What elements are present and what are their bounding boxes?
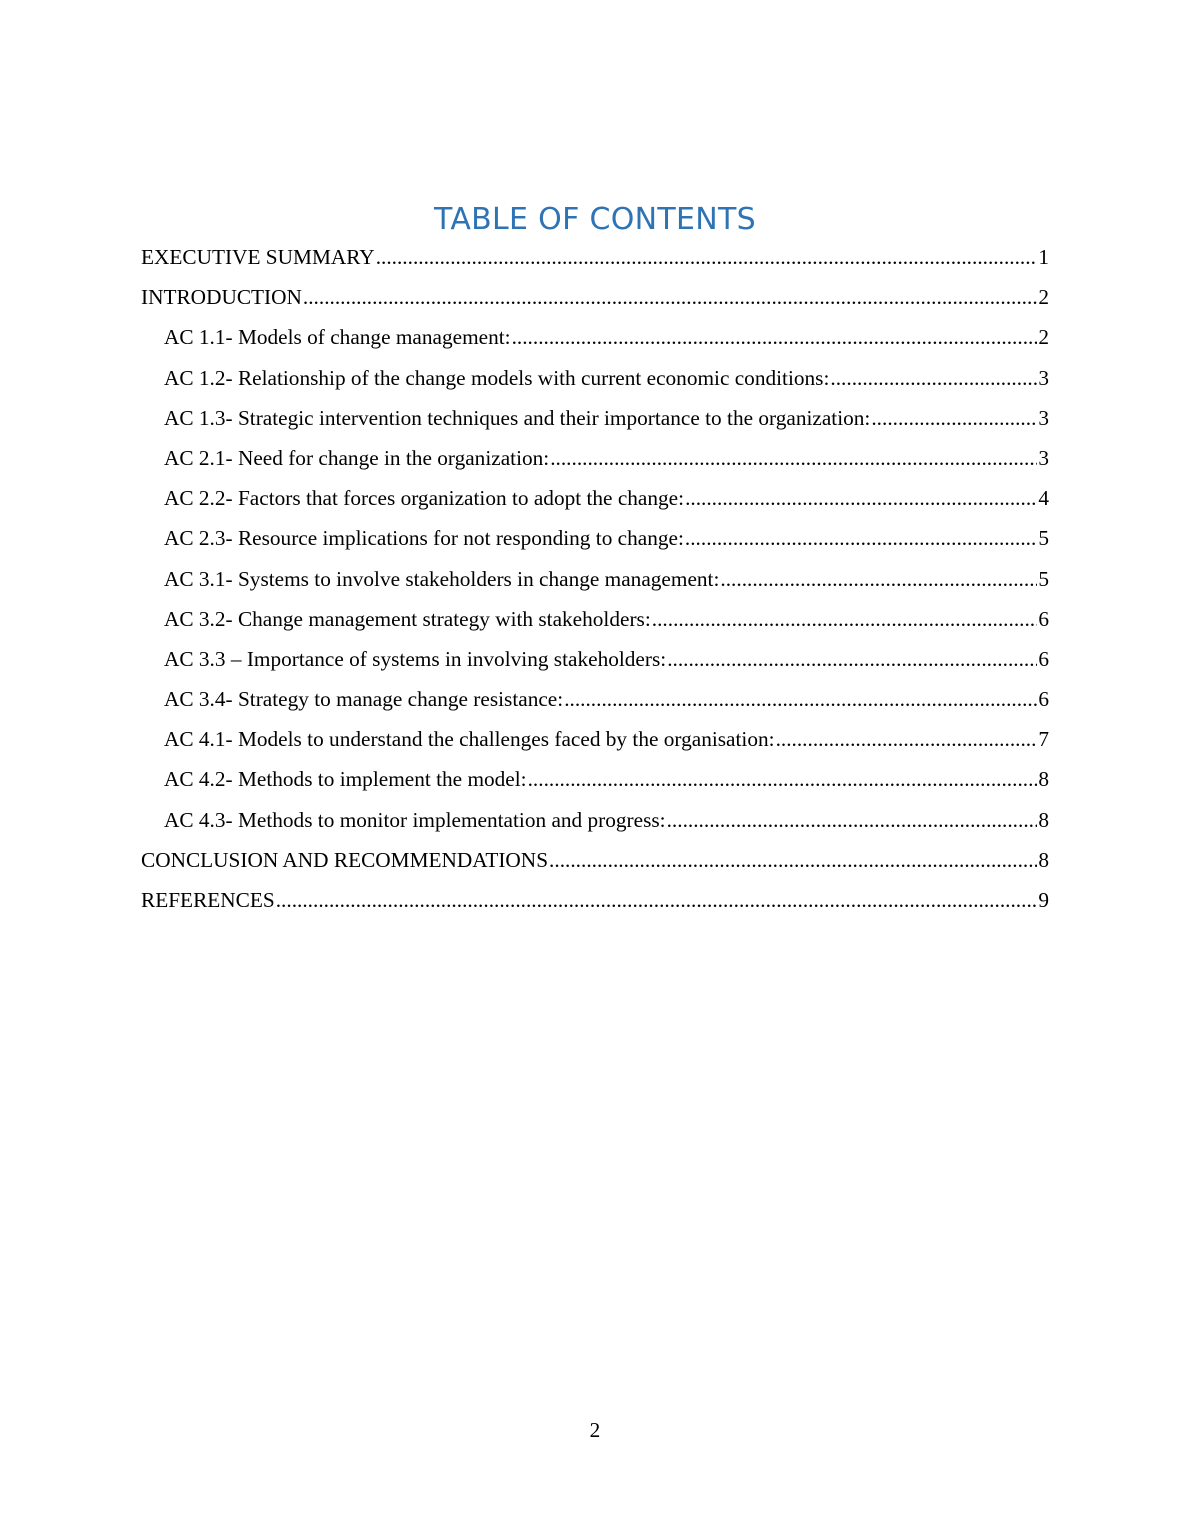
toc-entry-text[interactable]: AC 1.1- Models of change management:: [164, 325, 511, 350]
toc-dot-leader: [512, 319, 1038, 355]
toc-entry-text[interactable]: INTRODUCTION: [141, 285, 302, 310]
toc-entry-page[interactable]: 5: [1038, 526, 1049, 551]
toc-dot-leader: [549, 842, 1037, 878]
toc-entry[interactable]: [141, 561, 1049, 601]
toc-dot-leader: [276, 882, 1038, 918]
toc-entry-page[interactable]: 5: [1038, 566, 1049, 591]
toc-entry[interactable]: [141, 842, 1049, 882]
toc-entry[interactable]: [141, 601, 1049, 641]
toc-entry-page[interactable]: 1: [1038, 245, 1049, 269]
toc-dot-leader: [685, 480, 1037, 516]
toc-dot-leader: [871, 400, 1037, 436]
toc-entry-text[interactable]: EXECUTIVE SUMMARY: [141, 245, 375, 269]
toc-dot-leader: [685, 520, 1037, 556]
toc-entry-text[interactable]: AC 1.2- Relationship of the change models with current economic conditions:: [164, 365, 830, 390]
toc-entry[interactable]: [141, 721, 1049, 761]
toc-entry-text[interactable]: AC 2.3- Resource implications for not responding to change:: [164, 526, 684, 551]
toc-entry-text[interactable]: AC 3.2- Change management strategy with stakeholders:: [164, 606, 651, 631]
toc-entry-page[interactable]: 8: [1038, 807, 1049, 832]
toc-entry-page[interactable]: 6: [1038, 606, 1049, 631]
toc-title: TABLE OF CONTENTS: [434, 202, 756, 237]
toc-entry-text[interactable]: AC 2.2- Factors that forces organization to adopt the change:: [164, 486, 685, 511]
toc-entry-page[interactable]: 6: [1038, 646, 1049, 671]
toc-entry-text[interactable]: AC 1.3- Strategic intervention techniques and their importance to the organization:: [164, 405, 871, 430]
toc-entry[interactable]: [141, 681, 1049, 721]
toc-entry-text[interactable]: CONCLUSION AND RECOMMENDATIONS: [141, 847, 549, 872]
toc-dot-leader: [720, 561, 1037, 597]
toc-dot-leader: [528, 761, 1038, 797]
toc-entry[interactable]: [141, 360, 1049, 400]
toc-entry[interactable]: [141, 480, 1049, 520]
toc-entry[interactable]: [141, 882, 1049, 922]
toc-entry[interactable]: [141, 400, 1049, 440]
toc-dot-leader: [667, 641, 1037, 677]
toc-entry-page[interactable]: 7: [1038, 727, 1049, 752]
toc-entry-page[interactable]: 2: [1038, 325, 1049, 350]
toc-entry-page[interactable]: 4: [1038, 486, 1049, 511]
toc-entry[interactable]: [141, 239, 1049, 279]
toc-dot-leader: [564, 681, 1037, 717]
toc-entry-page[interactable]: 9: [1038, 888, 1049, 912]
toc-dot-leader: [776, 721, 1038, 757]
toc-list: [141, 239, 1049, 922]
toc-entry-page[interactable]: 3: [1038, 445, 1049, 470]
toc-dot-leader: [667, 802, 1038, 838]
toc-entry-text[interactable]: AC 4.3- Methods to monitor implementation and progress:: [164, 807, 666, 832]
toc-entry[interactable]: [141, 520, 1049, 560]
toc-entry-page[interactable]: 8: [1038, 847, 1049, 872]
toc-entry-text[interactable]: AC 3.3 – Importance of systems in involving stakeholders:: [164, 646, 667, 671]
toc-entry[interactable]: [141, 440, 1049, 480]
toc-entry[interactable]: [141, 319, 1049, 359]
toc-entry-page[interactable]: 2: [1038, 285, 1049, 310]
toc-entry[interactable]: [141, 802, 1049, 842]
toc-dot-leader: [376, 239, 1038, 275]
toc-entry-page[interactable]: 3: [1038, 365, 1049, 390]
toc-entry-text[interactable]: AC 4.2- Methods to implement the model:: [164, 767, 527, 792]
toc-entry[interactable]: [141, 641, 1049, 681]
toc-entry-page[interactable]: 6: [1038, 687, 1049, 712]
toc-entry-text[interactable]: AC 4.1- Models to understand the challenges faced by the organisation:: [164, 727, 775, 752]
toc-entry-text[interactable]: REFERENCES: [141, 888, 275, 912]
toc-dot-leader: [652, 601, 1038, 637]
toc-entry-text[interactable]: AC 3.1- Systems to involve stakeholders in change management:: [164, 566, 720, 591]
toc-entry-page[interactable]: 3: [1038, 405, 1049, 430]
toc-entry[interactable]: [141, 761, 1049, 801]
toc-entry[interactable]: [141, 279, 1049, 319]
page-number: 2: [589, 1418, 601, 1442]
toc-entry-text[interactable]: AC 2.1- Need for change in the organization:: [164, 445, 550, 470]
toc-dot-leader: [303, 279, 1037, 315]
toc-dot-leader: [550, 440, 1037, 476]
toc-dot-leader: [830, 360, 1037, 396]
toc-entry-text[interactable]: AC 3.4- Strategy to manage change resistance:: [164, 687, 564, 712]
toc-entry-page[interactable]: 8: [1038, 767, 1049, 792]
